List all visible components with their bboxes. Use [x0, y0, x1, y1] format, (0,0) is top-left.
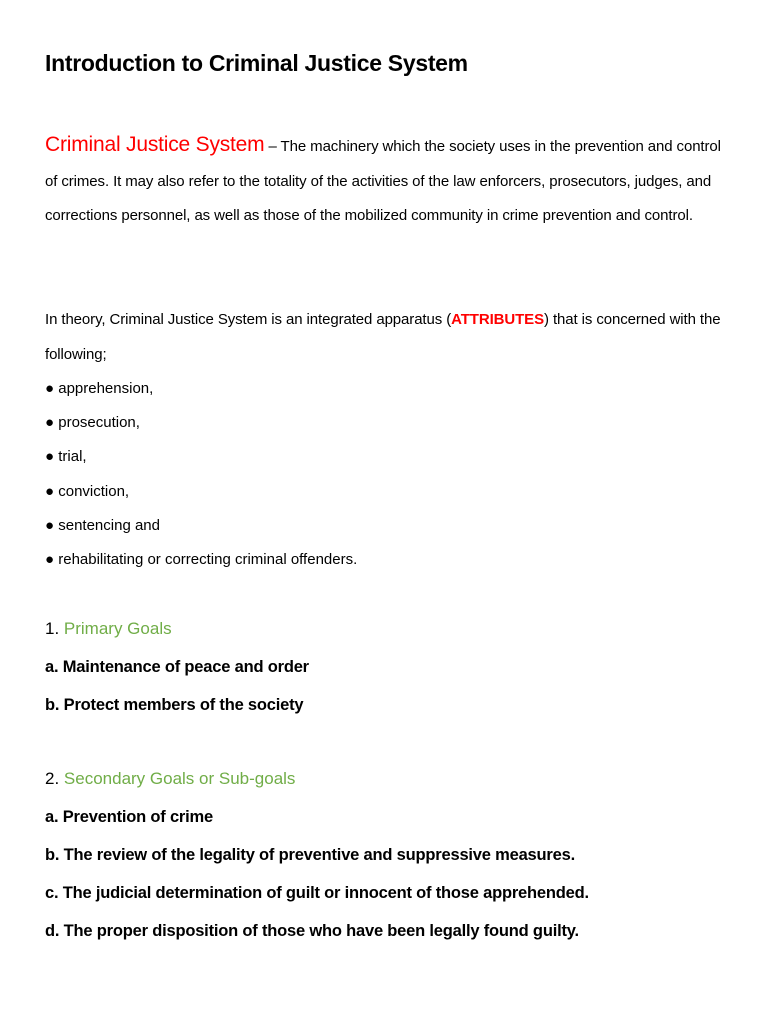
- theory-text-after: ) that is concerned with the following;: [45, 311, 721, 363]
- list-item: ● rehabilitating or correcting criminal offenders.: [45, 551, 358, 569]
- section-heading: Secondary Goals or Sub-goals: [63, 769, 296, 788]
- list-item: c. The judicial determination of guilt or innocent of those apprehended.: [45, 884, 589, 902]
- definition-term: Criminal Justice System: [45, 133, 265, 156]
- definition-text: – The machinery which the society uses in the prevention and control of crimes. It may also refer to the totality of the activities of the law enforcers, prosecutors, judges, and corrections personnel, as well as those of the mobilized community in crime prevention and control.: [45, 138, 721, 224]
- list-item: a. Maintenance of peace and order: [45, 658, 309, 676]
- section-number: 2.: [45, 769, 64, 788]
- secondary-goals-list: [45, 798, 589, 950]
- list-item: ● trial,: [45, 448, 87, 466]
- list-item: b. Protect members of the society: [45, 696, 304, 714]
- section-number: 1.: [45, 619, 64, 638]
- list-item: ● prosecution,: [45, 414, 140, 432]
- list-item: a. Prevention of crime: [45, 808, 213, 826]
- theory-paragraph: [45, 303, 735, 372]
- page-title: Introduction to Criminal Justice System: [45, 50, 468, 76]
- attributes-highlight: ATTRIBUTES: [451, 311, 544, 328]
- primary-goals-list: [45, 648, 309, 724]
- list-item: ● apprehension,: [45, 380, 154, 397]
- secondary-goals-heading: [45, 769, 295, 789]
- list-item: b. The review of the legality of preventive and suppressive measures.: [45, 846, 575, 864]
- definition-paragraph: [45, 128, 735, 234]
- list-item: d. The proper disposition of those who have been legally found guilty.: [45, 922, 579, 940]
- list-item: ● conviction,: [45, 482, 130, 500]
- list-item: ● sentencing and: [45, 516, 160, 534]
- primary-goals-heading: [45, 619, 172, 639]
- section-heading: Primary Goals: [63, 619, 172, 638]
- attributes-list: [45, 372, 357, 577]
- theory-text-before: In theory, Criminal Justice System is an integrated apparatus (: [45, 311, 452, 328]
